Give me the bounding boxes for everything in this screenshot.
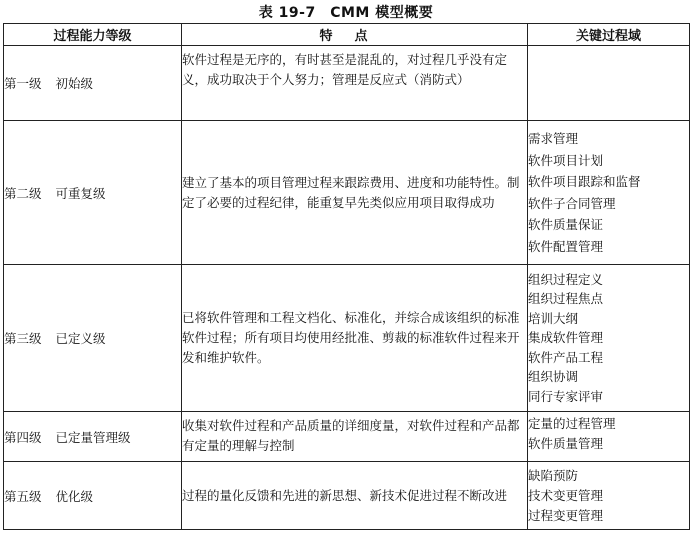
- list-item: 定量的过程管理: [528, 416, 616, 431]
- table-row: [4, 46, 690, 121]
- level-number: 第五级: [4, 488, 42, 504]
- level-cell: [4, 412, 182, 462]
- header-level: 过程能力等级: [4, 24, 182, 46]
- level-number: 第四级: [4, 429, 42, 445]
- table-row: [4, 265, 690, 412]
- description-cell: 收集对软件过程和产品质量的详细度量，对软件过程和产品都有定量的理解与控制: [182, 412, 528, 462]
- list-item: 软件质量管理: [528, 436, 604, 451]
- description-cell: 过程的量化反馈和先进的新思想、新技术促进过程不断改进: [182, 462, 528, 530]
- level-cell: [4, 265, 182, 412]
- header-feature: [182, 24, 528, 46]
- level-name: 可重复级: [55, 185, 106, 201]
- table-row: [4, 121, 690, 265]
- key-process-areas-list: [528, 128, 689, 257]
- list-item: 过程变更管理: [528, 507, 604, 523]
- header-feature-text: 特点: [319, 29, 390, 44]
- key-process-areas-list: [528, 270, 689, 407]
- list-item: 培训大纲: [528, 310, 579, 326]
- key-process-areas-list: [528, 466, 689, 526]
- level-name: 已定量管理级: [55, 429, 131, 445]
- list-item: 缺陷预防: [528, 467, 579, 483]
- level-cell: [4, 46, 182, 121]
- list-item: 软件项目跟踪和监督: [528, 174, 641, 189]
- list-item: 组织过程焦点: [528, 291, 604, 307]
- table-row: [4, 412, 690, 462]
- areas-cell: [528, 46, 690, 121]
- list-item: 软件配置管理: [528, 238, 604, 254]
- level-name: 优化级: [55, 488, 94, 504]
- level-name: 初始级: [55, 76, 94, 91]
- description-cell: 建立了基本的项目管理过程来跟踪费用、进度和功能特性。制定了必要的过程纪律，能重复早先类似应用项目取得成功: [182, 121, 528, 265]
- level-number: 第一级: [4, 76, 42, 91]
- list-item: 软件子合同管理: [528, 195, 616, 211]
- list-item: 软件项目计划: [528, 152, 604, 168]
- level-number: 第二级: [4, 185, 42, 201]
- list-item: 集成软件管理: [528, 330, 604, 346]
- header-row: [4, 24, 690, 46]
- areas-cell: [528, 121, 690, 265]
- level-cell: [4, 121, 182, 265]
- areas-cell: [528, 265, 690, 412]
- description-cell: 已将软件管理和工程文档化、标准化，并综合成该组织的标准软件过程；所有项目均使用经批准、剪裁的标准软件过程来开发和维护软件。: [182, 265, 528, 412]
- areas-cell: [528, 462, 690, 530]
- level-cell: [4, 462, 182, 530]
- list-item: 软件产品工程: [528, 349, 604, 365]
- cmm-summary-table: [3, 23, 690, 530]
- table-row: [4, 462, 690, 530]
- list-item: 技术变更管理: [528, 487, 604, 503]
- list-item: 组织协调: [528, 369, 579, 385]
- level-name: 已定义级: [55, 331, 106, 346]
- description-cell: 软件过程是无序的，有时甚至是混乱的，对过程几乎没有定义，成功取决于个人努力；管理是反应式（消防式）: [182, 46, 528, 121]
- areas-cell: [528, 412, 690, 462]
- list-item: 需求管理: [528, 131, 579, 146]
- table-caption: 表 19-7 CMM 模型概要: [258, 5, 434, 21]
- header-areas: 关键过程域: [528, 24, 690, 46]
- list-item: 软件质量保证: [528, 217, 604, 232]
- list-item: 组织过程定义: [528, 271, 604, 287]
- list-item: 同行专家评审: [528, 388, 604, 404]
- key-process-areas-list: [528, 414, 689, 454]
- level-number: 第三级: [4, 331, 42, 346]
